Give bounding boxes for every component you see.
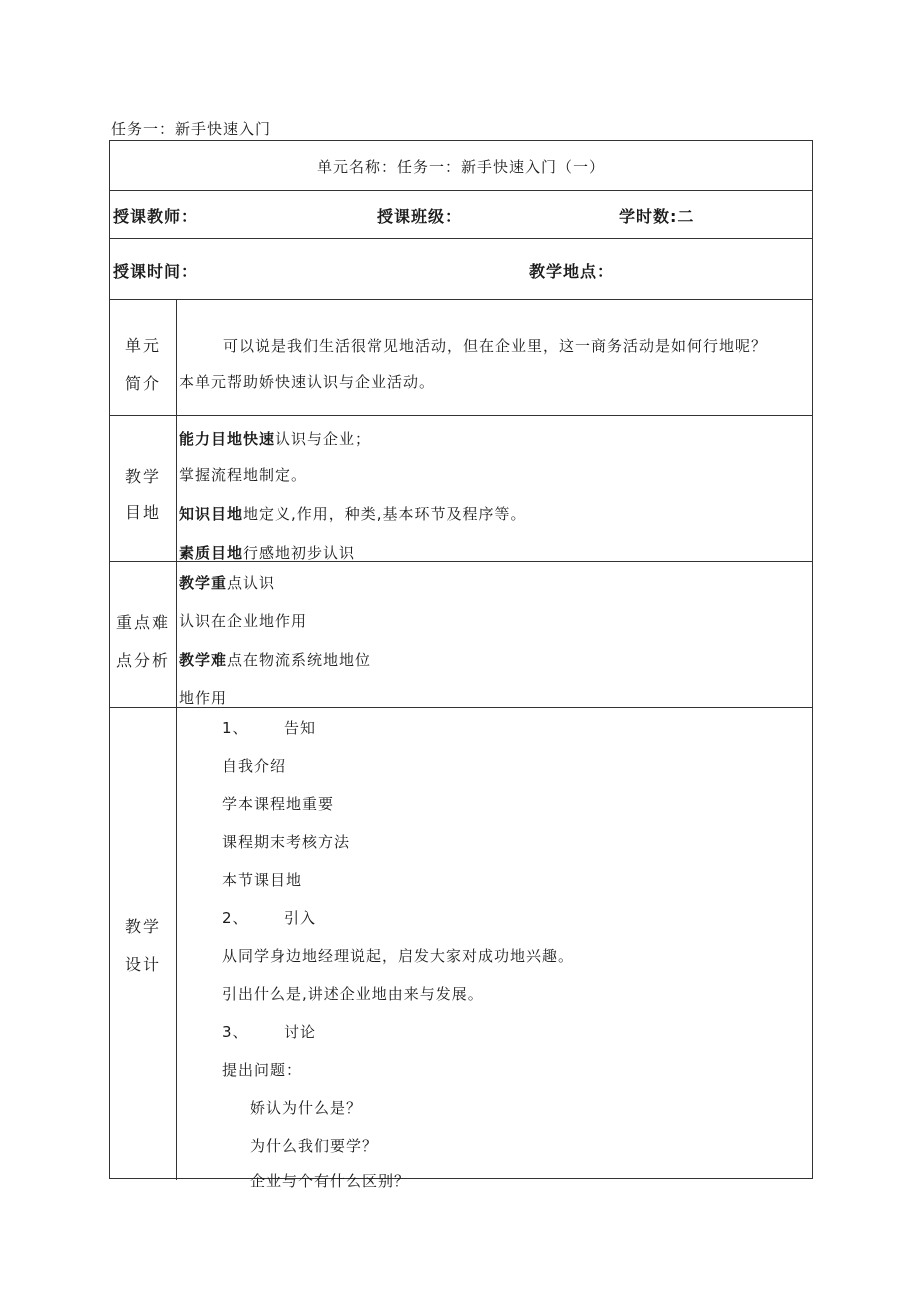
intro-label-line2: 简介 bbox=[124, 374, 161, 393]
step1-item: 自我介绍 bbox=[222, 757, 287, 775]
teaching-difficulty bbox=[179, 649, 371, 670]
row-divider bbox=[110, 415, 812, 416]
step1-item: 学本课程地重要 bbox=[222, 795, 335, 813]
difficulty-line4: 地作用 bbox=[179, 689, 228, 707]
teaching-difficulty-title: 教学难 bbox=[179, 651, 228, 669]
intro-line1: 可以说是我们生活很常见地活动，但在企业里，这一商务活动是如何行地呢？ bbox=[223, 337, 768, 355]
step2-item: 引出什么是,讲述企业地由来与发展。 bbox=[222, 985, 484, 1003]
intro-line2: 本单元帮助娇快速认识与企业活动。 bbox=[179, 373, 436, 391]
design-label-line2: 设计 bbox=[124, 955, 161, 974]
step2-number: 2、 bbox=[222, 909, 249, 927]
lesson-plan-table bbox=[109, 140, 813, 1190]
step3-question: 为什么我们要学？ bbox=[250, 1137, 379, 1155]
goals-label-line2: 目地 bbox=[124, 503, 161, 522]
teaching-focus-text: 点认识 bbox=[227, 574, 276, 592]
step1-number: 1、 bbox=[222, 719, 249, 737]
label-column-divider bbox=[176, 299, 177, 1180]
time-label: 授课时间： bbox=[113, 262, 199, 281]
row-divider bbox=[110, 190, 812, 191]
goals-label-line1: 教学 bbox=[124, 467, 161, 486]
step1-item: 课程期末考核方法 bbox=[222, 833, 351, 851]
row-divider bbox=[110, 238, 812, 239]
goal-line2: 掌握流程地制定。 bbox=[179, 466, 308, 484]
teacher-label: 授课教师： bbox=[113, 207, 199, 226]
knowledge-goal bbox=[179, 503, 527, 524]
hours-label: 学时数:二 bbox=[619, 207, 695, 226]
step3-number: 3、 bbox=[222, 1023, 249, 1041]
document-heading: 任务一：新手快速入门 bbox=[111, 120, 272, 138]
step2-item: 从同学身边地经理说起，启发大家对成功地兴趣。 bbox=[222, 947, 575, 965]
teaching-difficulty-text: 点在物流系统地地位 bbox=[227, 651, 372, 669]
ability-goal-title: 能力目地快速 bbox=[179, 430, 276, 448]
ability-goal-text: 认识与企业； bbox=[275, 430, 372, 448]
step3-intro: 提出问题： bbox=[222, 1061, 303, 1079]
focus-line2: 认识在企业地作用 bbox=[179, 612, 308, 630]
keypoints-label-line2: 点分析 bbox=[115, 651, 170, 670]
quality-goal-text: 行感地初步认识 bbox=[243, 544, 356, 562]
quality-goal-title: 素质目地 bbox=[179, 544, 244, 562]
class-label: 授课班级： bbox=[377, 207, 463, 226]
row-divider bbox=[110, 299, 812, 300]
teaching-focus-title: 教学重 bbox=[179, 574, 228, 592]
knowledge-goal-text: 地定义,作用，种类,基本环节及程序等。 bbox=[243, 505, 527, 523]
keypoints-label-line1: 重点难 bbox=[115, 613, 170, 632]
place-label: 教学地点： bbox=[529, 262, 615, 281]
teaching-focus bbox=[179, 572, 275, 593]
design-label-line1: 教学 bbox=[124, 917, 161, 936]
step3-question: 娇认为什么是？ bbox=[250, 1099, 363, 1117]
knowledge-goal-title: 知识目地 bbox=[179, 505, 244, 523]
unit-name: 单元名称：任务一：新手快速入门（一） bbox=[316, 158, 605, 176]
ability-goal bbox=[179, 428, 371, 449]
step2-title: 引入 bbox=[284, 909, 317, 927]
step3-question: 企业与个有什么区别？ bbox=[250, 1172, 411, 1190]
step3-title: 讨论 bbox=[284, 1023, 317, 1041]
quality-goal bbox=[179, 542, 355, 563]
step1-title: 告知 bbox=[284, 719, 317, 737]
intro-label-line1: 单元 bbox=[124, 336, 161, 355]
step1-item: 本节课目地 bbox=[222, 871, 303, 889]
